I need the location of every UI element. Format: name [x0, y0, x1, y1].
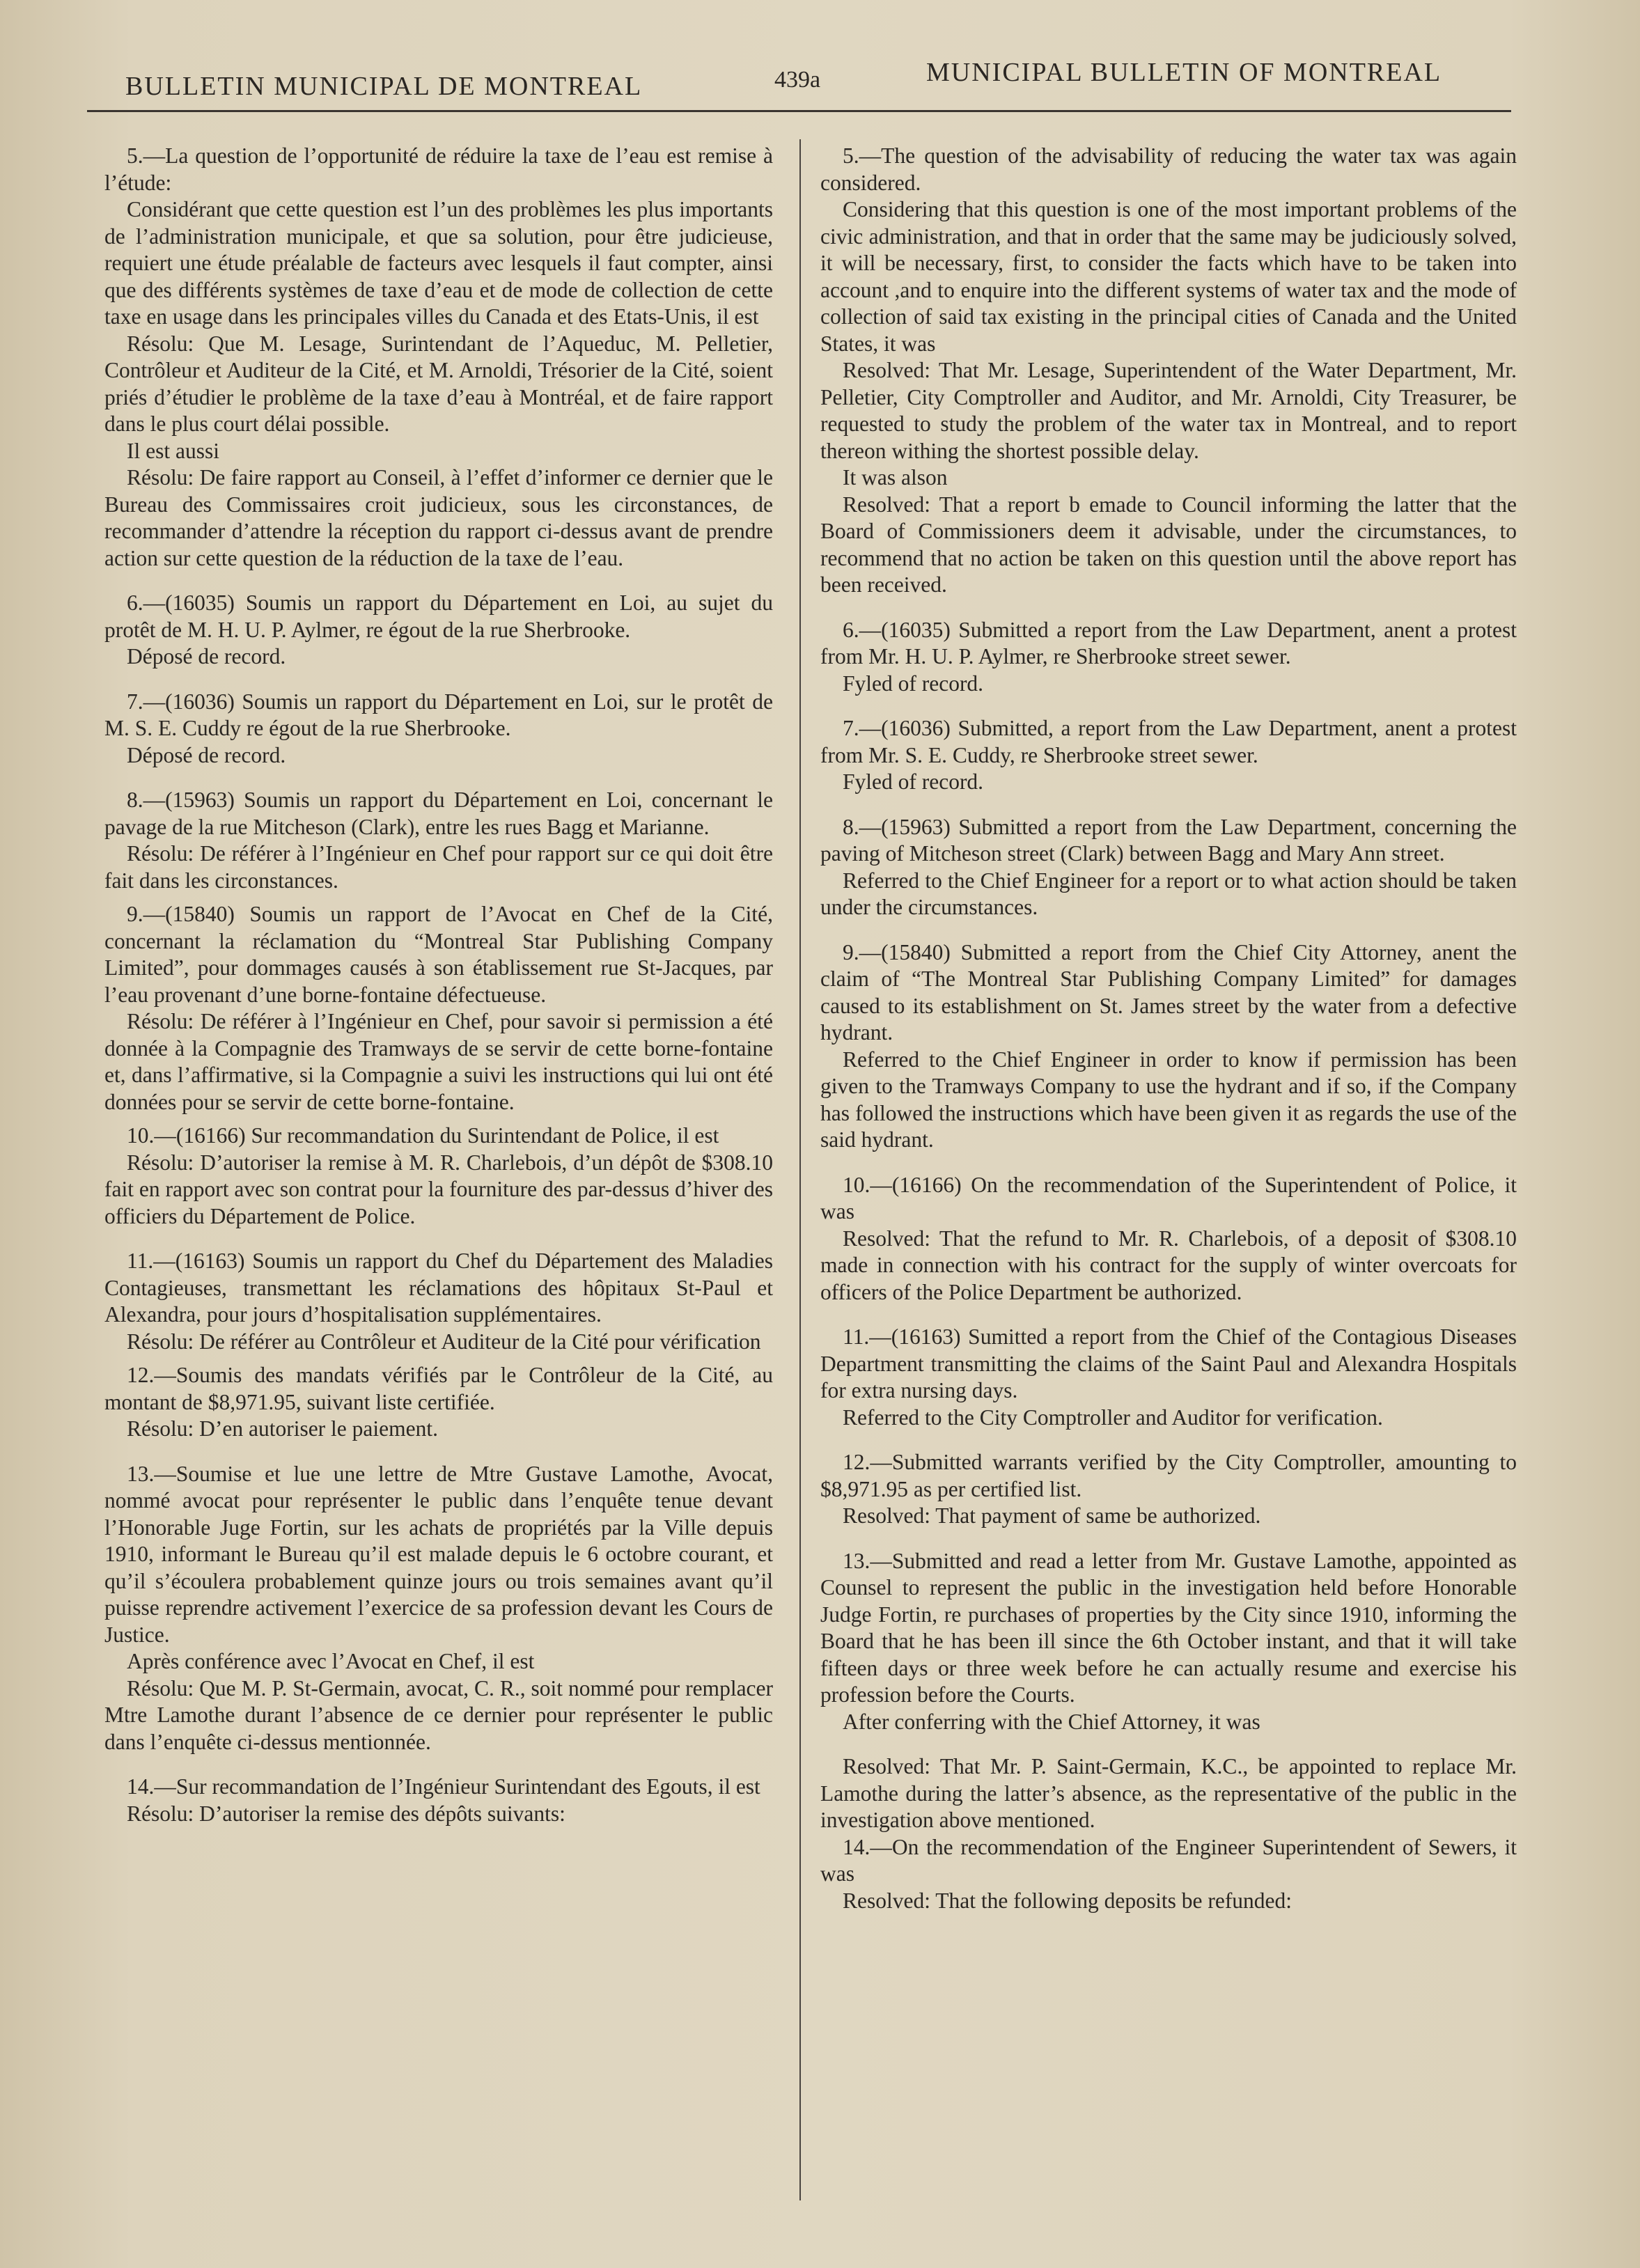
paragraph: 11.—(16163) Sumitted a report from the Chief of the Contagious Diseases Department transmitting the claims of the Saint Paul and Alexandra Hospitals for extra nursing days.	[820, 1324, 1517, 1402]
column-divider	[799, 139, 801, 2200]
paragraph: 7.—(16036) Soumis un rapport du Département en Loi, sur le protêt de M. S. E. Cuddy re égout de la rue Sherbrooke.	[104, 689, 773, 740]
paragraph: Referred to the Chief Engineer for a report or to what action should be taken under the circumstances.	[820, 868, 1517, 919]
paragraph: After conferring with the Chief Attorney, it was	[843, 1709, 1260, 1734]
paragraph: Fyled of record.	[843, 769, 984, 794]
paragraph: Resolved: That Mr. P. Saint-Germain, K.C., be appointed to replace Mr. Lamothe during the latter’s absence, as the representative of the public in the investigation above mentioned.	[820, 1754, 1517, 1832]
paragraph: Il est aussi	[127, 438, 219, 463]
paragraph: Resolved: That the following deposits be refunded:	[843, 1888, 1293, 1913]
french-column	[104, 143, 773, 1827]
header-title-english: MUNICIPAL BULLETIN OF MONTREAL	[926, 58, 1442, 87]
paragraph: Considering that this question is one of the most important problems of the civic administration, and that in order that the same may be judiciously solved, it will be necessary, first, to consider the facts which have to be taken into account ,and to enquire into the different systems of water tax and the mode of collection of said tax existing in the principal cities of Canada and the United States, it was	[820, 197, 1517, 356]
paragraph: 10.—(16166) On the recommendation of the Superintendent of Police, it was	[820, 1172, 1517, 1223]
paragraph: 14.—On the recommendation of the Engineer Superintendent of Sewers, it was	[820, 1834, 1517, 1886]
paragraph: Résolu: De faire rapport au Conseil, à l’effet d’informer ce dernier que le Bureau des Commissaires croit judicieux, sous les circonstances, de recommander d’attendre la réception du rapport ci-dessus avant de prendre action sur cette question de la réduction de la taxe de l’eau.	[104, 465, 773, 570]
paragraph: 6.—(16035) Soumis un rapport du Département en Loi, au sujet du protêt de M. H. U. P. Aylmer, re égout de la rue Sherbrooke.	[104, 591, 773, 642]
paragraph: Considérant que cette question est l’un des problèmes les plus importants de l’administration municipale, et que sa solution, pour être judicieuse, requiert une étude préalable de facteurs avec lesquels il faut compter, ainsi que des différents systèmes de taxe d’eau et de mode de collection de cette taxe en usage dans les principales villes du Canada et des Etats-Unis, il est	[104, 197, 773, 329]
paragraph: 12.—Soumis des mandats vérifiés par le Contrôleur de la Cité, au montant de $8,971.95, suivant liste certifiée.	[104, 1363, 773, 1414]
paragraph: Resolved: That Mr. Lesage, Superintendent of the Water Department, Mr. Pelletier, City Comptroller and Auditor, and Mr. Arnoldi, City Treasurer, be requested to study the problem of the water tax in Montreal, and to report thereon withing the shortest possible delay.	[820, 358, 1517, 463]
paragraph: Résolu: De référer à l’Ingénieur en Chef pour rapport sur ce qui doit être fait dans les circonstances.	[104, 841, 773, 893]
paragraph: Fyled of record.	[843, 671, 984, 696]
paragraph: Résolu: D’en autoriser le paiement.	[127, 1416, 438, 1441]
paragraph: 9.—(15840) Soumis un rapport de l’Avocat en Chef de la Cité, concernant la réclamation du “Montreal Star Publishing Company Limited”, pour dommages causés à son établissement rue St-Jacques, par l’eau provenant d’une borne-fontaine défectueuse.	[104, 902, 773, 1007]
paragraph: Après conférence avec l’Avocat en Chef, il est	[127, 1649, 535, 1673]
paragraph: Referred to the City Comptroller and Auditor for verification.	[843, 1405, 1383, 1430]
paragraph: 13.—Soumise et lue une lettre de Mtre Gustave Lamothe, Avocat, nommé avocat pour représenter le public dans l’enquête tenue devant l’Honorable Juge Fortin, sur les achats de propriétés par la Ville depuis 1910, informant le Bureau qu’il est malade depuis le 6 octobre courant, et qu’il s’écoulera probablement quinze jours ou trois semaines avant qu’il puisse reprendre activement l’exercice de sa profession devant les Cours de Justice.	[104, 1461, 773, 1647]
paragraph: Résolu: Que M. Lesage, Surintendant de l’Aqueduc, M. Pelletier, Contrôleur et Auditeur de la Cité, et M. Arnoldi, Trésorier de la Cité, soient priés d’étudier le problème de la taxe d’eau à Montréal, et de faire rapport dans le plus court délai possible.	[104, 331, 773, 436]
paragraph: 11.—(16163) Soumis un rapport du Chef du Département des Maladies Contagieuses, transmettant les réclamations des hôpitaux St-Paul et Alexandra, pour jours d’hospitalisation supplémentaires.	[104, 1249, 773, 1327]
paragraph: 8.—(15963) Soumis un rapport du Département en Loi, concernant le pavage de la rue Mitcheson (Clark), entre les rues Bagg et Marianne.	[104, 788, 773, 839]
paragraph: Resolved: That payment of same be authorized.	[843, 1503, 1261, 1528]
paragraph: 9.—(15840) Submitted a report from the Chief City Attorney, anent the claim of “The Montreal Star Publishing Company Limited” for damages caused to its establishment on St. James street by the water from a defective hydrant.	[820, 939, 1517, 1045]
english-column	[820, 143, 1517, 1914]
paragraph: Résolu: D’autoriser la remise des dépôts suivants:	[127, 1801, 565, 1826]
paragraph: Résolu: D’autoriser la remise à M. R. Charlebois, d’un dépôt de $308.10 fait en rapport avec son contrat pour la fourniture des par-dessus d’hiver des officiers du Département de Police.	[104, 1150, 773, 1228]
paragraph: Déposé de record.	[127, 644, 286, 668]
paragraph: 10.—(16166) Sur recommandation du Surintendant de Police, il est	[127, 1123, 719, 1148]
paragraph: 6.—(16035) Submitted a report from the Law Department, anent a protest from Mr. H. U. P. Aylmer, re Sherbrooke street sewer.	[820, 617, 1517, 668]
paragraph: Résolu: De référer au Contrôleur et Auditeur de la Cité pour vérification	[127, 1329, 761, 1354]
paragraph: 13.—Submitted and read a letter from Mr. Gustave Lamothe, appointed as Counsel to represent the public in the investigation held before Honorable Judge Fortin, re purchases of properties by the City since 1910, informing the Board that he has been ill since the 6th October instant, and that it will take fifteen days or three week before he can actually resume and exercise his profession before the Courts.	[820, 1548, 1517, 1707]
paragraph: 7.—(16036) Submitted, a report from the Law Department, anent a protest from Mr. S. E. Cuddy, re Sherbrooke street sewer.	[820, 716, 1517, 767]
paragraph: Résolu: De référer à l’Ingénieur en Chef, pour savoir si permission a été donnée à la Compagnie des Tramways de se servir de cette borne-fontaine et, dans l’affirmative, si la Compagnie a suivi les instructions qui lui ont été données pour se servir de cette borne-fontaine.	[104, 1009, 773, 1114]
paragraph: Referred to the Chief Engineer in order to know if permission has been given to the Tramways Company to use the hydrant and if so, if the Company has followed the instructions which have been given it as regards the use of the said hydrant.	[820, 1047, 1517, 1152]
page-header	[125, 57, 1490, 106]
header-title-french: BULLETIN MUNICIPAL DE MONTREAL	[125, 72, 643, 101]
paragraph: 8.—(15963) Submitted a report from the Law Department, concerning the paving of Mitcheson street (Clark) between Bagg and Mary Ann street.	[820, 814, 1517, 866]
paragraph: Resolved: That a report b emade to Council informing the latter that the Board of Commissioners deem it advisable, under the circumstances, to recommend that no action be taken on this question until the above report has been received.	[820, 492, 1517, 597]
paragraph: 14.—Sur recommandation de l’Ingénieur Surintendant des Egouts, il est	[127, 1774, 760, 1799]
paragraph: Résolu: Que M. P. St-Germain, avocat, C. R., soit nommé pour remplacer Mtre Lamothe durant l’absence de ce dernier pour représenter le public dans l’enquête ci-dessus mentionnée.	[104, 1675, 773, 1754]
page-number: 439a	[774, 67, 821, 93]
paragraph: 5.—The question of the advisability of reducing the water tax was again considered.	[820, 143, 1517, 195]
paragraph: Resolved: That the refund to Mr. R. Charlebois, of a deposit of $308.10 made in connection with his contract for the supply of winter overcoats for officers of the Police Department be authorized.	[820, 1226, 1517, 1304]
paragraph: 5.—La question de l’opportunité de réduire la taxe de l’eau est remise à l’étude:	[104, 143, 773, 195]
header-rule	[87, 110, 1511, 112]
paragraph: Déposé de record.	[127, 742, 286, 767]
paragraph: 12.—Submitted warrants verified by the City Comptroller, amounting to $8,971.95 as per certified list.	[820, 1450, 1517, 1501]
paragraph: It was alson	[843, 465, 948, 490]
